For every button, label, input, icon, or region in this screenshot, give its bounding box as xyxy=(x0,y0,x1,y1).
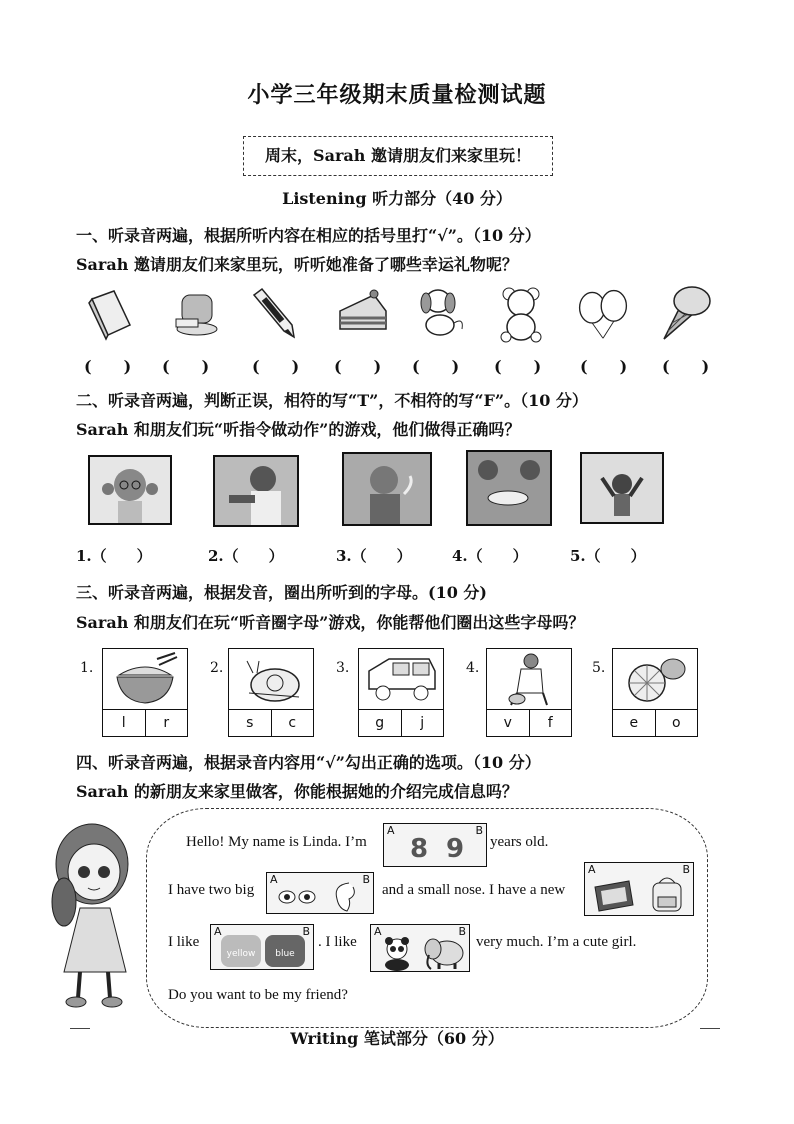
crayon-icon xyxy=(248,285,302,343)
q4-line4: Do you want to be my friend? xyxy=(168,987,348,1003)
q2-heading: 二、听录音两遍，判断正误，相符的写“T”，不相符的写“F”。（10 分） xyxy=(76,391,588,410)
q3-card-3 xyxy=(358,648,444,737)
animal-options xyxy=(370,924,470,972)
dog-icon xyxy=(412,283,466,341)
option-a-label: A xyxy=(588,863,596,876)
letter-option[interactable]: c xyxy=(271,710,314,736)
picture-book-icon[interactable] xyxy=(591,877,637,913)
q1-heading: 一、听录音两遍，根据所听内容在相应的括号里打“√”。（10 分） xyxy=(76,226,541,245)
q1-blank-3[interactable]: ( ) xyxy=(252,357,300,376)
q2-item-5[interactable]: 5.（ ） xyxy=(570,547,646,565)
q1-blank-8[interactable]: ( ) xyxy=(662,357,710,376)
ears-icon[interactable] xyxy=(329,881,363,913)
q4-line2-pre: I have two big xyxy=(168,882,255,898)
q3-card-2 xyxy=(228,648,314,737)
q4-heading: 四、听录音两遍，根据录音内容用“√”勾出正确的选项。（10 分） xyxy=(76,753,541,772)
option-b-label: B xyxy=(475,824,483,837)
blue-label: blue xyxy=(275,949,295,959)
q1-blank-6[interactable]: ( ) xyxy=(494,357,542,376)
girl-linda-illustration xyxy=(40,812,146,1012)
q1-subheading: Sarah 邀请朋友们来家里玩，听听她准备了哪些幸运礼物呢？ xyxy=(76,255,518,274)
q4-line3-pre: I like xyxy=(168,934,200,950)
boy-waving-photo xyxy=(342,452,432,526)
page-title: 小学三年级期末质量检测试题 xyxy=(247,82,547,108)
q3-subheading: Sarah 和朋友们在玩“听音圈字母”游戏，你能帮他们圈出这些字母吗？ xyxy=(76,613,585,632)
option-b-label: B xyxy=(682,863,690,876)
ice-cream-icon xyxy=(660,283,714,341)
girl-waving-photo xyxy=(580,452,664,524)
q2-subheading: Sarah 和朋友们玩“听指令做动作”的游戏，他们做得正确吗？ xyxy=(76,420,521,439)
q3-num-3: 3. xyxy=(336,660,350,676)
q3-num-1: 1. xyxy=(80,660,94,676)
age-candle-8[interactable]: 8 xyxy=(410,834,429,864)
q4-subheading: Sarah 的新朋友来家里做客，你能根据她的介绍完成信息吗？ xyxy=(76,782,518,801)
letter-option[interactable]: e xyxy=(629,715,639,731)
letter-option[interactable]: o xyxy=(655,710,698,736)
letter-option[interactable]: l xyxy=(121,715,126,731)
snail-icon xyxy=(229,649,313,709)
q4-line2-mid: and a small nose. I have a new xyxy=(382,882,566,898)
option-a-label: A xyxy=(270,873,278,886)
q2-item-2[interactable]: 2.（ ） xyxy=(208,547,284,565)
letter-option[interactable]: f xyxy=(529,710,572,736)
q4-line1-pre: Hello! My name is Linda. I’m xyxy=(186,834,367,850)
panda-icon[interactable] xyxy=(375,935,419,971)
letter-option[interactable]: j xyxy=(401,710,444,736)
letter-option[interactable]: g xyxy=(375,715,385,731)
jeep-icon xyxy=(359,649,443,709)
boy-glasses-photo xyxy=(88,455,172,525)
option-b-label: B xyxy=(302,925,310,938)
age-options xyxy=(383,823,487,867)
q1-blank-1[interactable]: ( ) xyxy=(84,357,132,376)
kids-plate-photo xyxy=(466,450,552,526)
elephant-icon[interactable] xyxy=(421,935,467,971)
balloons-icon xyxy=(576,285,630,343)
body-part-options xyxy=(266,872,374,914)
listening-heading: Listening 听力部分（40 分） xyxy=(282,189,512,208)
orange-icon xyxy=(613,649,697,709)
q3-num-4: 4. xyxy=(466,660,480,676)
q2-item-1[interactable]: 1.（ ） xyxy=(76,547,152,565)
option-b-label: B xyxy=(362,873,370,886)
eyes-icon[interactable] xyxy=(275,885,319,909)
q3-num-5: 5. xyxy=(592,660,606,676)
intro-banner: 周末，Sarah 邀请朋友们来家里玩！ xyxy=(243,136,553,176)
writing-heading: Writing 笔试部分（60 分） xyxy=(290,1029,504,1048)
cake-icon xyxy=(336,285,390,343)
q3-num-2: 2. xyxy=(210,660,224,676)
age-candle-9[interactable]: 9 xyxy=(446,834,465,864)
option-a-label: A xyxy=(374,925,382,938)
letter-option[interactable]: r xyxy=(145,710,188,736)
q3-card-5 xyxy=(612,648,698,737)
letter-option[interactable]: v xyxy=(503,715,512,731)
letter-option[interactable]: s xyxy=(246,715,254,731)
boy-pointing-photo xyxy=(213,455,299,527)
q4-line3-post: very much. I’m a cute girl. xyxy=(476,934,637,950)
item-options xyxy=(584,862,694,916)
q2-item-4[interactable]: 4.（ ） xyxy=(452,547,528,565)
book-icon xyxy=(84,285,138,343)
q1-blank-7[interactable]: ( ) xyxy=(580,357,628,376)
q1-blank-4[interactable]: ( ) xyxy=(334,357,382,376)
vet-icon xyxy=(487,649,571,709)
q3-card-4 xyxy=(486,648,572,737)
q3-heading: 三、听录音两遍，根据发音，圈出所听到的字母。(10 分) xyxy=(76,583,487,602)
option-a-label: A xyxy=(214,925,222,938)
q4-line1-post: years old. xyxy=(490,834,549,850)
q3-card-1 xyxy=(102,648,188,737)
q4-line3-mid: . I like xyxy=(318,934,357,950)
q2-item-3[interactable]: 3.（ ） xyxy=(336,547,412,565)
color-options xyxy=(210,924,314,970)
yellow-label: yellow xyxy=(226,949,256,959)
rice-bowl-icon xyxy=(103,649,187,709)
school-bag-icon[interactable] xyxy=(645,873,689,915)
blue-hand-icon[interactable] xyxy=(265,935,305,967)
teddy-bear-icon xyxy=(494,285,548,343)
option-b-label: B xyxy=(458,925,466,938)
q1-blank-5[interactable]: ( ) xyxy=(412,357,460,376)
q1-blank-2[interactable]: ( ) xyxy=(162,357,210,376)
option-a-label: A xyxy=(387,824,395,837)
yellow-hand-icon[interactable] xyxy=(221,935,261,967)
bread-icon xyxy=(170,285,224,343)
